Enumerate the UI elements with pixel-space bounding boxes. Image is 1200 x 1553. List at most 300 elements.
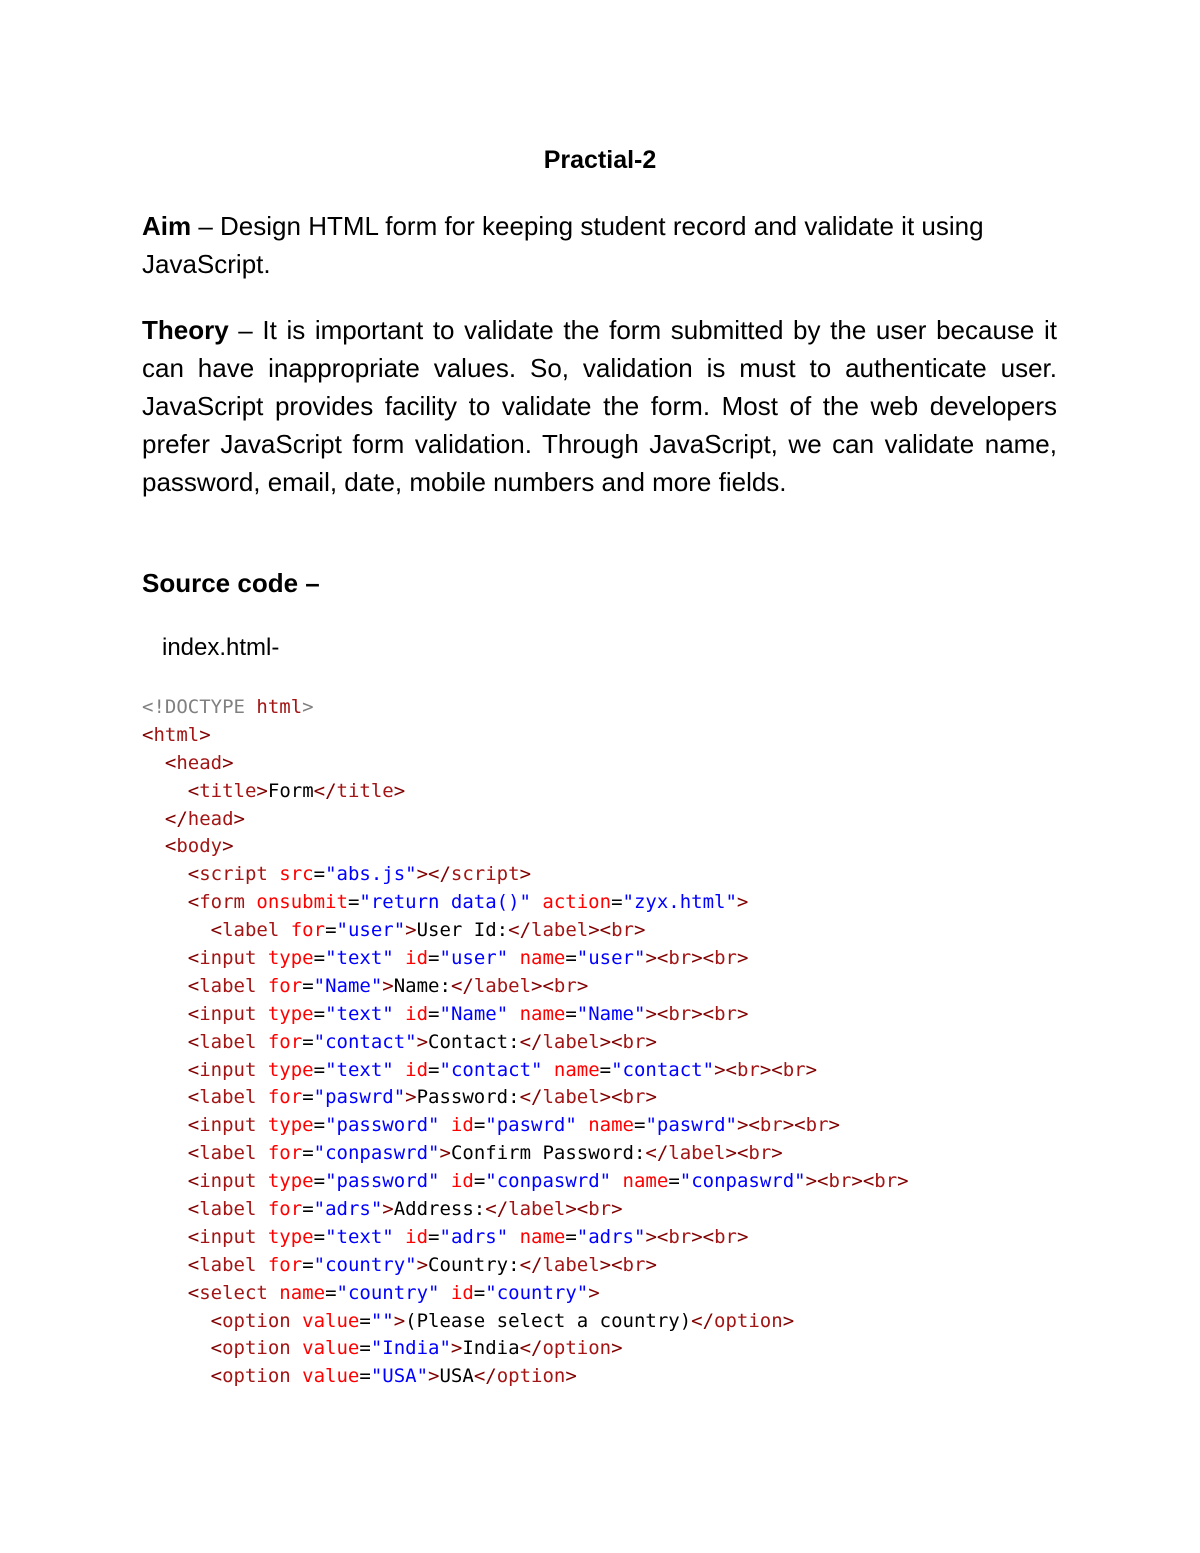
code-token: br [828, 1170, 852, 1193]
code-token: id [450, 1281, 474, 1304]
code-token: > [645, 1030, 657, 1053]
code-token: > [897, 1170, 909, 1193]
code-token: "user" [439, 947, 520, 970]
code-token: label [668, 1142, 726, 1165]
code-token: = [599, 1058, 612, 1081]
code-token: "country" [336, 1281, 451, 1304]
code-token: label [199, 974, 268, 997]
code-token: > [828, 1114, 840, 1137]
code-token: id [405, 1225, 429, 1248]
code-token: > [565, 1365, 577, 1388]
code-token: form [199, 891, 257, 914]
code-token: < [187, 1198, 200, 1221]
code-token: br [759, 1114, 783, 1137]
code-token: < [187, 1170, 200, 1193]
code-line [142, 889, 1142, 917]
code-token: >< [565, 1198, 589, 1221]
code-token: > [588, 1281, 600, 1304]
code-line [142, 1280, 1142, 1308]
code-line [142, 917, 1142, 945]
code-token: "conpaswrd" [485, 1170, 623, 1193]
code-token: "USA" [370, 1365, 429, 1388]
code-token: = [313, 1225, 326, 1248]
code-token: label [199, 1198, 268, 1221]
source-code-heading: Source code – [142, 568, 320, 598]
code-token: = [565, 1002, 577, 1025]
code-token: br [622, 1253, 646, 1276]
code-token: label [542, 1086, 600, 1109]
code-token: value [302, 1365, 360, 1388]
code-token: type [267, 1114, 314, 1137]
code-token: for [267, 1086, 303, 1109]
code-token: "adrs" [576, 1225, 646, 1248]
code-line [142, 1224, 1142, 1252]
code-token: for [267, 1030, 303, 1053]
code-line [142, 1084, 1142, 1112]
code-token: < [187, 974, 200, 997]
code-token [142, 1114, 188, 1136]
code-token: = [565, 1225, 577, 1248]
code-token: title [336, 779, 394, 802]
code-token [142, 752, 165, 774]
code-token: > [405, 919, 417, 942]
code-token: </ [313, 779, 337, 802]
code-token: = [302, 1030, 314, 1053]
code-token: "text" [325, 1002, 406, 1025]
code-line [142, 750, 1142, 778]
code-token: > [519, 863, 532, 886]
code-line [142, 1363, 1142, 1391]
code-token [142, 835, 165, 857]
code-token: <!DOCTYPE [142, 696, 257, 718]
code-token: "password" [325, 1170, 451, 1193]
code-token: input [199, 947, 268, 970]
code-token: < [142, 723, 154, 746]
code-token: body [176, 835, 223, 858]
code-token: = [473, 1114, 486, 1137]
code-token: >< [599, 1030, 623, 1053]
code-token: = [313, 947, 326, 970]
code-token: </ [691, 1309, 715, 1332]
code-block [142, 694, 1142, 1391]
code-token: "conpaswrd" [313, 1142, 440, 1165]
code-token: </ [508, 919, 532, 942]
code-token: = [313, 1002, 326, 1025]
code-token: < [210, 1309, 223, 1332]
theory-paragraph [142, 311, 1057, 501]
code-token [142, 1003, 188, 1025]
code-token: br [622, 1030, 646, 1053]
code-token: label [508, 1198, 566, 1221]
code-token: name [622, 1170, 669, 1193]
code-line [142, 1308, 1142, 1336]
code-token: </ [164, 807, 188, 830]
code-token: </ [645, 1142, 669, 1165]
code-token [142, 1226, 188, 1248]
code-line [142, 1140, 1142, 1168]
code-token: < [210, 1365, 223, 1388]
code-token: option [222, 1365, 303, 1388]
code-token: label [542, 1030, 600, 1053]
code-line [142, 973, 1142, 1001]
page-title: Practial-2 [543, 146, 657, 174]
code-token: input [199, 1058, 268, 1081]
code-token: > [416, 1030, 429, 1053]
code-token: name [553, 1058, 600, 1081]
aim-label: Aim [142, 211, 192, 241]
code-token: < [187, 779, 200, 802]
code-token: < [187, 863, 200, 886]
code-token: name [519, 1002, 566, 1025]
code-token [142, 1031, 188, 1053]
code-token: < [187, 1142, 200, 1165]
code-token: html [153, 723, 200, 746]
code-token: "paswrd" [645, 1114, 737, 1137]
code-token: = [473, 1281, 486, 1304]
code-token: = [313, 1170, 326, 1193]
code-token: > [611, 1337, 623, 1360]
code-token: "paswrd" [485, 1114, 589, 1137]
file-name-label: index.html- [162, 634, 280, 661]
code-token [142, 808, 165, 830]
code-token: script [199, 863, 280, 886]
code-token: "contact" [439, 1058, 554, 1081]
code-token: > [805, 1058, 818, 1081]
code-token: br [736, 1058, 760, 1081]
code-token: option [714, 1309, 783, 1332]
code-token [142, 1310, 211, 1332]
code-token: Address: [393, 1198, 486, 1221]
code-token: < [164, 751, 177, 774]
code-token: "Name" [313, 974, 383, 997]
code-token: < [187, 891, 200, 914]
code-token: > [737, 1002, 749, 1025]
code-token: type [267, 947, 314, 970]
code-token [142, 863, 188, 885]
code-token: "adrs" [313, 1198, 383, 1221]
code-token: > [405, 1086, 417, 1109]
code-token: "Name" [576, 1002, 646, 1025]
code-token: for [267, 1198, 303, 1221]
code-token: br [874, 1170, 898, 1193]
code-line [142, 945, 1142, 973]
code-token: input [199, 1114, 268, 1137]
code-token: = [347, 891, 360, 914]
code-token: < [164, 835, 177, 858]
code-token: Country: [428, 1253, 520, 1276]
code-token: </ [485, 1198, 509, 1221]
code-token: > [737, 947, 749, 970]
code-token: "country" [313, 1253, 417, 1276]
code-token: = [428, 1002, 440, 1025]
code-token [142, 1337, 211, 1359]
code-token: > [576, 974, 589, 997]
code-token: name [519, 947, 566, 970]
code-token: label [199, 1142, 268, 1165]
code-token: India [462, 1337, 520, 1360]
code-token: >< [782, 1114, 806, 1137]
code-token: Confirm Password: [450, 1142, 646, 1165]
theory-text: – It is important to validate the form submitted by the user because it can have inappropriate values. So, validation is must to authenticate user. JavaScript provides facility to validate the form. Most of the web developers prefer JavaScript form validation. Through JavaScript, we can validate name, password, email, date, mobile numbers and more fields. [142, 315, 1057, 497]
code-token: > [199, 723, 211, 746]
code-token: >< [531, 974, 554, 997]
code-token: br [622, 1086, 646, 1109]
code-token: Contact: [428, 1030, 520, 1053]
code-token: = [302, 1142, 314, 1165]
code-token: input [199, 1225, 268, 1248]
aim-paragraph [142, 207, 1057, 283]
code-token: Form [267, 779, 314, 802]
code-token: value [302, 1337, 360, 1360]
code-token: > [782, 1309, 795, 1332]
code-token: title [199, 779, 257, 802]
code-token [142, 1142, 188, 1164]
code-token: "paswrd" [313, 1086, 406, 1109]
code-token [142, 1059, 188, 1081]
code-token: "contact" [313, 1030, 417, 1053]
code-token: > [382, 974, 394, 997]
code-token: type [267, 1002, 314, 1025]
code-token: >< [645, 947, 669, 970]
code-token: > [222, 835, 234, 858]
code-token: </ [519, 1030, 543, 1053]
code-token: label [542, 1253, 600, 1276]
code-token: > [439, 1142, 451, 1165]
code-token: > [382, 1198, 394, 1221]
code-token: = [359, 1337, 371, 1360]
code-token: > [634, 919, 646, 942]
code-token: type [267, 1170, 314, 1193]
code-token: option [496, 1365, 566, 1388]
code-token: head [176, 751, 223, 774]
code-token: "abs.js" [325, 863, 417, 886]
code-token: br [553, 974, 577, 997]
code-token: < [187, 1225, 200, 1248]
code-token: = [611, 891, 623, 914]
code-token: = [428, 1058, 440, 1081]
code-token: > [428, 1365, 440, 1388]
code-token: = [668, 1170, 680, 1193]
code-token: USA [439, 1365, 474, 1388]
code-token: for [290, 919, 326, 942]
code-token: label [199, 1030, 268, 1053]
code-line [142, 1029, 1142, 1057]
code-token: id [405, 947, 429, 970]
code-token: < [210, 1337, 223, 1360]
aim-text: – Design HTML form for keeping student record and validate it using JavaScript. [142, 211, 984, 279]
code-token [142, 1365, 211, 1387]
code-token: Name: [393, 974, 451, 997]
code-token: = [302, 1198, 314, 1221]
code-token: >< [691, 1225, 715, 1248]
code-token: > [393, 779, 406, 802]
code-token: > [393, 1309, 406, 1332]
code-token [142, 891, 188, 913]
code-token: = [473, 1170, 486, 1193]
code-token: option [542, 1337, 612, 1360]
code-token: input [199, 1170, 268, 1193]
code-token: "text" [325, 1058, 406, 1081]
code-token: label [473, 974, 532, 997]
code-token: < [210, 919, 223, 942]
code-line [142, 694, 1142, 722]
code-token: </ [450, 974, 474, 997]
code-token: </ [473, 1365, 497, 1388]
code-token: >< [645, 1002, 669, 1025]
code-token: = [633, 1114, 646, 1137]
code-token: select [199, 1281, 280, 1304]
code-token: label [222, 919, 291, 942]
code-token: > [233, 807, 245, 830]
code-token: "contact" [611, 1058, 715, 1081]
code-token: br [668, 947, 692, 970]
code-token: >< [599, 1086, 623, 1109]
code-token: >< [759, 1058, 783, 1081]
code-token: >< [714, 1058, 737, 1081]
code-token: >< [805, 1170, 829, 1193]
code-token: "adrs" [439, 1225, 520, 1248]
code-token: = [565, 947, 577, 970]
code-token [142, 1086, 188, 1108]
code-token: >< [851, 1170, 875, 1193]
code-token: = [325, 1281, 337, 1304]
code-token: "user" [576, 947, 646, 970]
code-token: "country" [485, 1281, 589, 1304]
code-token: label [531, 919, 589, 942]
code-token: type [267, 1225, 314, 1248]
code-token: = [428, 1225, 440, 1248]
code-token: Password: [416, 1086, 520, 1109]
code-line [142, 1112, 1142, 1140]
code-token: name [588, 1114, 634, 1137]
code-line [142, 1168, 1142, 1196]
code-token: </ [519, 1253, 543, 1276]
code-token: name [279, 1281, 326, 1304]
code-token: > [611, 1198, 623, 1221]
code-token: br [588, 1198, 612, 1221]
code-token: = [359, 1365, 371, 1388]
code-token: br [668, 1225, 692, 1248]
code-token [142, 947, 188, 969]
code-token: = [313, 863, 326, 886]
code-token: > [222, 751, 234, 774]
code-token: >< [645, 1225, 669, 1248]
code-token: "conpaswrd" [679, 1170, 806, 1193]
code-token: script [450, 863, 520, 886]
code-token: > [302, 696, 314, 718]
code-token: id [450, 1170, 474, 1193]
code-token: for [267, 974, 303, 997]
code-token: < [187, 1086, 200, 1109]
code-token: = [302, 974, 314, 997]
code-token: < [187, 1030, 200, 1053]
code-token: "return data()" [359, 891, 543, 914]
code-token: br [782, 1058, 806, 1081]
code-line [142, 1335, 1142, 1363]
code-token: "password" [325, 1114, 451, 1137]
code-token: br [748, 1142, 772, 1165]
code-token: br [668, 1002, 692, 1025]
code-token: id [405, 1058, 429, 1081]
code-token: "text" [325, 947, 406, 970]
code-token: = [325, 919, 337, 942]
code-token: > [450, 1337, 463, 1360]
code-token [142, 975, 188, 997]
code-token [142, 780, 188, 802]
code-line [142, 1057, 1142, 1085]
code-line [142, 833, 1142, 861]
code-token: </ [519, 1086, 543, 1109]
code-line [142, 1001, 1142, 1029]
code-token: (Please select a country) [405, 1309, 692, 1332]
code-token: = [302, 1086, 314, 1109]
code-token [142, 1198, 188, 1220]
code-token: onsubmit [256, 891, 348, 914]
code-token: = [428, 947, 440, 970]
code-token: "Name" [439, 1002, 520, 1025]
code-token: option [222, 1337, 303, 1360]
code-token: > [645, 1253, 657, 1276]
code-token: < [187, 1253, 200, 1276]
code-token: id [405, 1002, 429, 1025]
code-token: head [187, 807, 234, 830]
code-line [142, 861, 1142, 889]
code-token: > [771, 1142, 783, 1165]
code-token: >< [725, 1142, 749, 1165]
code-token: "text" [325, 1225, 406, 1248]
code-token: > [256, 779, 268, 802]
code-token: br [714, 1002, 737, 1025]
code-token: action [542, 891, 612, 914]
code-line [142, 778, 1142, 806]
code-token [142, 919, 211, 941]
code-token: label [199, 1253, 268, 1276]
code-token: value [302, 1309, 360, 1332]
code-token [142, 1282, 188, 1304]
code-token: > [736, 891, 749, 914]
code-token: br [611, 919, 634, 942]
code-token: = [313, 1114, 326, 1137]
code-line [142, 722, 1142, 750]
code-token: < [187, 1002, 200, 1025]
code-token: label [199, 1086, 268, 1109]
code-token: > [645, 1086, 657, 1109]
code-token: = [313, 1058, 326, 1081]
code-token: = [302, 1253, 314, 1276]
code-line [142, 806, 1142, 834]
code-token: >< [691, 1002, 715, 1025]
code-token: > [416, 1253, 429, 1276]
code-token: br [714, 947, 737, 970]
code-token: br [805, 1114, 829, 1137]
code-token: < [187, 1114, 200, 1137]
code-token: </ [519, 1337, 543, 1360]
code-token: "zyx.html" [622, 891, 737, 914]
code-token: "user" [336, 919, 406, 942]
code-token: "India" [370, 1337, 451, 1360]
code-token: < [187, 1281, 200, 1304]
code-token: = [359, 1309, 371, 1332]
code-token: br [714, 1225, 737, 1248]
code-token: id [450, 1114, 474, 1137]
code-line [142, 1196, 1142, 1224]
code-token: src [279, 863, 314, 886]
code-token: >< [588, 919, 612, 942]
code-token: < [187, 947, 200, 970]
theory-label: Theory [142, 315, 229, 345]
code-token: name [519, 1225, 566, 1248]
code-token: >< [691, 947, 715, 970]
